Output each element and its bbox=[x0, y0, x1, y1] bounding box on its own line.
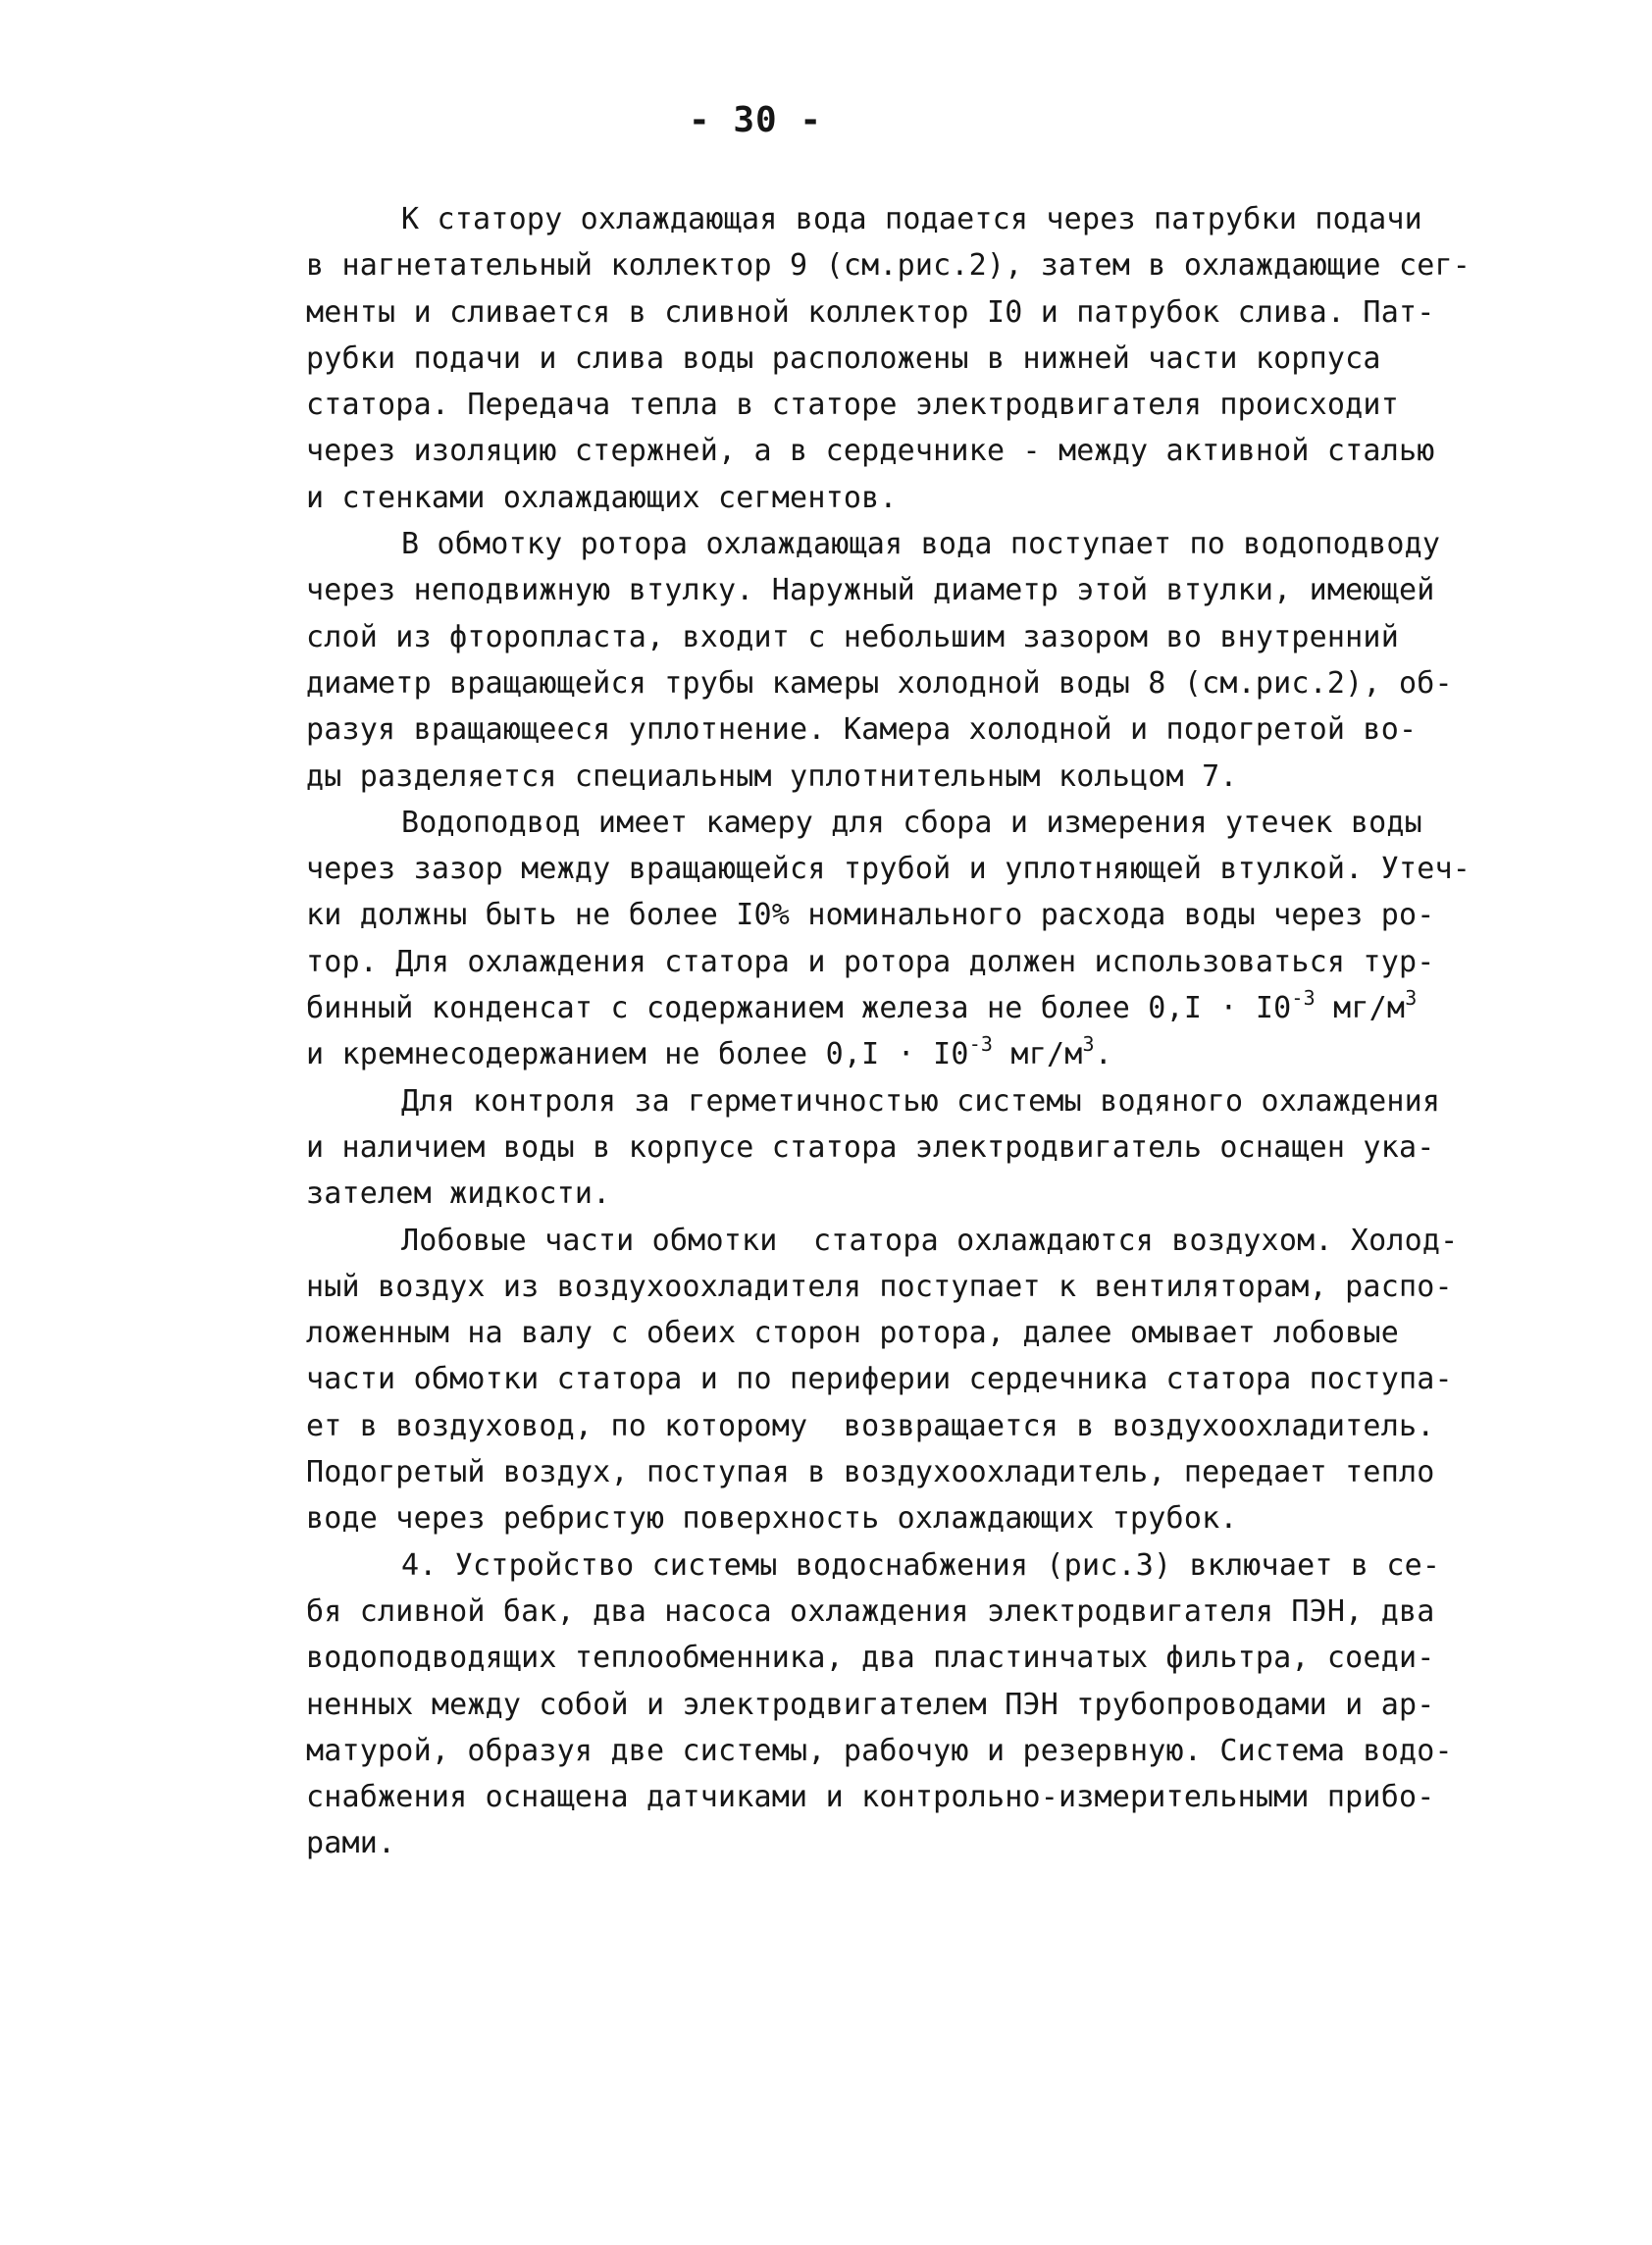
text-line: ненных между собой и электродвигателем ПЭН трубопроводами и ар- bbox=[306, 1687, 1435, 1722]
text-line: В обмотку ротора охлаждающая вода поступает по водоподводу bbox=[401, 527, 1441, 562]
text-line: ды разделяется специальным уплотнительным кольцом 7. bbox=[306, 758, 1238, 794]
paragraph-1 bbox=[306, 196, 1509, 521]
exponent: -3 bbox=[968, 1032, 994, 1057]
text-line: через изоляцию стержней, а в сердечнике - между активной сталью bbox=[306, 434, 1435, 469]
text-line: разуя вращающееся уплотнение. Камера холодной и подогретой во- bbox=[306, 712, 1418, 748]
text-line: матурой, образуя две системы, рабочую и резервную. Система водо- bbox=[306, 1733, 1453, 1768]
text-line: Для контроля за герметичностью системы водяного охлаждения bbox=[401, 1083, 1441, 1119]
paragraph-2 bbox=[306, 521, 1509, 800]
paragraph-6 bbox=[306, 1542, 1509, 1867]
page-number: - 30 - bbox=[688, 100, 823, 140]
text-line: 4. Устройство системы водоснабжения (рис.3) включает в се- bbox=[401, 1547, 1441, 1583]
text-line: рами. bbox=[306, 1826, 396, 1861]
text-line: через зазор между вращающейся трубой и уплотняющей втулкой. Утеч- bbox=[306, 852, 1471, 887]
paragraph-3 bbox=[306, 800, 1509, 1078]
text-line: тор. Для охлаждения статора и ротора должен использоваться тур- bbox=[306, 944, 1435, 979]
text-line: и стенками охлаждающих сегментов. bbox=[306, 480, 898, 515]
formula-tail: . bbox=[1094, 1037, 1112, 1072]
formula-text: и кремнесодержанием не более 0,I · I0 bbox=[306, 1037, 969, 1072]
text-line: воде через ребристую поверхность охлаждающих трубок. bbox=[306, 1501, 1238, 1537]
text-line: ки должны быть не более I0% номинального расхода воды через ро- bbox=[306, 898, 1435, 933]
text-line: К статору охлаждающая вода подается через патрубки подачи bbox=[401, 202, 1422, 236]
text-line: менты и сливается в сливной коллектор I0 и патрубок слива. Пат- bbox=[306, 294, 1435, 330]
text-line: снабжения оснащена датчиками и контрольно-измерительными прибо- bbox=[306, 1780, 1435, 1815]
text-line: зателем жидкости. bbox=[306, 1176, 611, 1212]
paragraph-4 bbox=[306, 1078, 1509, 1218]
paragraph-5 bbox=[306, 1218, 1509, 1542]
formula-text: бинный конденсат с содержанием железа не более 0,I · I0 bbox=[306, 991, 1292, 1026]
formula-line bbox=[306, 985, 1509, 1031]
text-line: и наличием воды в корпусе статора электродвигатель оснащен ука- bbox=[306, 1129, 1435, 1165]
exponent: -3 bbox=[1291, 986, 1316, 1011]
unit-exponent: 3 bbox=[1082, 1032, 1095, 1057]
text-line: статора. Передача тепла в статоре электродвигателя происходит bbox=[306, 388, 1399, 423]
formula-line bbox=[306, 1031, 1509, 1077]
unit-text: мг/м bbox=[993, 1037, 1083, 1072]
text-line: в нагнетательный коллектор 9 (см.рис.2), затем в охлаждающие сег- bbox=[306, 248, 1471, 284]
text-line: через неподвижную втулку. Наружный диаметр этой втулки, имеющей bbox=[306, 573, 1435, 608]
unit-text: мг/м bbox=[1315, 991, 1406, 1026]
text-line: бя сливной бак, два насоса охлаждения электродвигателя ПЭН, два bbox=[306, 1593, 1435, 1629]
text-line: слой из фторопласта, входит с небольшим зазором во внутренний bbox=[306, 619, 1399, 654]
text-line: рубки подачи и слива воды расположены в нижней части корпуса bbox=[306, 340, 1381, 376]
unit-exponent: 3 bbox=[1405, 986, 1418, 1011]
text-line: Лобовые части обмотки статора охлаждаются воздухом. Холод- bbox=[401, 1223, 1459, 1258]
text-line: ет в воздуховод, по которому возвращается в воздухоохладитель. bbox=[306, 1408, 1435, 1443]
text-line: части обмотки статора и по периферии сердечника статора поступа- bbox=[306, 1362, 1453, 1397]
body-text bbox=[306, 196, 1509, 1867]
text-line: Водоподвод имеет камеру для сбора и измерения утечек воды bbox=[401, 805, 1422, 840]
text-line: ный воздух из воздухоохладителя поступает к вентиляторам, распо- bbox=[306, 1269, 1453, 1304]
text-line: ложенным на валу с обеих сторон ротора, далее омывает лобовые bbox=[306, 1316, 1399, 1351]
text-line: Подогретый воздух, поступая в воздухоохладитель, передает тепло bbox=[306, 1455, 1435, 1490]
text-line: диаметр вращающейся трубы камеры холодной воды 8 (см.рис.2), об- bbox=[306, 665, 1453, 701]
text-line: водоподводящих теплообменника, два пластинчатых фильтра, соеди- bbox=[306, 1641, 1435, 1676]
